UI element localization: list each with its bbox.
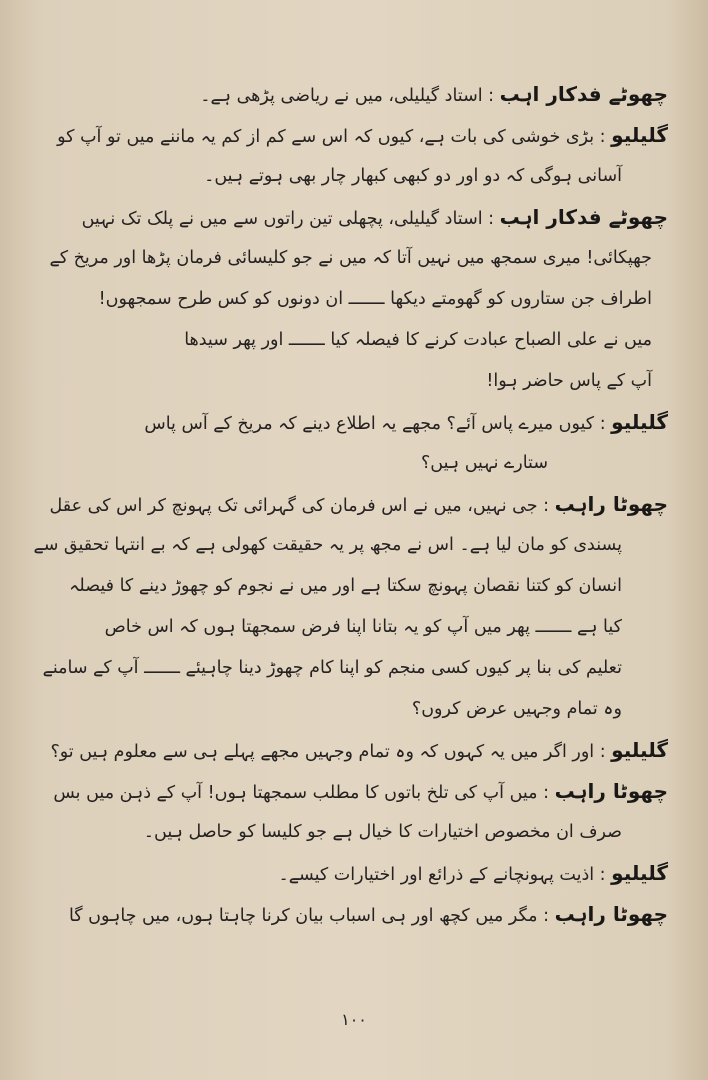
line-03 (30, 156, 668, 197)
line-text: تعلیم کی بنا پر کیوں کسی منجم کو اپنا کام چھوڑ دینا چاہیئے ـــــــ آپ کے سامنے (42, 658, 622, 678)
line-text: : اور اگر میں یہ کہوں کہ وہ تمام وجہیں مجھے پہلے ہی سے معلوم ہیں تو؟ (50, 742, 606, 762)
line-15 (30, 648, 668, 689)
line-text: صرف ان مخصوص اختیارات کا خیال ہے جو کلیسا کو حاصل ہیں۔ (143, 822, 622, 842)
line-text: : میں آپ کی تلخ باتوں کا مطلب سمجھتا ہوں! آپ کے ذہن میں بس (53, 783, 550, 803)
line-08 (30, 361, 668, 402)
line-text: اطراف جن ستاروں کو گھومتے دیکھا ـــــــ ان دونوں کو کس طرح سمجھوں! (98, 289, 652, 309)
line-text: آسانی ہوگی کہ دو اور دو کبھی کبھار چار بھی ہوتے ہیں۔ (204, 166, 622, 186)
speaker-galileo: گلیلیو (611, 738, 668, 762)
line-text: : استاد گیلیلی، پچھلی تین راتوں سے میں نے پلک تک نہیں (81, 209, 495, 229)
line-text: : اذیت پہونچانے کے ذرائع اور اختیارات کیسے۔ (278, 865, 606, 885)
line-text: : جی نہیں، میں نے اس فرمان کی گہرائی تک پہونچ کر اس کی عقل (49, 496, 550, 516)
line-17 (30, 730, 668, 771)
speaker-galileo: گلیلیو (611, 410, 668, 434)
line-text: : کیوں میرے پاس آئے؟ مجھے یہ اطلاع دینے کہ مریخ کے آس پاس (144, 414, 606, 434)
line-14 (30, 607, 668, 648)
line-10 (30, 443, 668, 484)
line-text: وہ تمام وجہیں عرض کروں؟ (411, 699, 622, 719)
speaker-little-monk: چھوٹا راہب (554, 779, 668, 803)
line-18 (30, 771, 668, 812)
line-text: جھپکائی! میری سمجھ میں نہیں آتا کہ میں نے جو کلیسائی فرمان پڑھا اور مریخ کے (49, 248, 652, 268)
line-text: پسندی کو مان لیا ہے۔ اس نے مجھ پر یہ حقیقت کھولی ہے کہ بے انتہا تحقیق سے (33, 535, 622, 555)
line-text: آپ کے پاس حاضر ہوا! (486, 371, 652, 391)
line-07 (30, 320, 668, 361)
line-02 (30, 115, 668, 156)
line-text: : مگر میں کچھ اور ہی اسباب بیان کرنا چاہتا ہوں، میں چاہوں گا (68, 906, 550, 926)
line-12 (30, 525, 668, 566)
line-05 (30, 238, 668, 279)
speaker-young-monk: چھوٹے فدکار اہب (499, 205, 668, 229)
speaker-little-monk: چھوٹا راہب (554, 902, 668, 926)
line-01 (30, 74, 668, 115)
line-text: کیا ہے ـــــــ پھر میں آپ کو یہ بتانا اپنا فرض سمجھتا ہوں کہ اس خاص (104, 617, 622, 637)
page-number: ۱۰۰ (341, 1010, 367, 1029)
speaker-galileo: گلیلیو (611, 861, 668, 885)
line-19 (30, 812, 668, 853)
line-text: انسان کو کتنا نقصان پہونچ سکتا ہے اور میں نے نجوم کو چھوڑ دینے کا فیصلہ (69, 576, 622, 596)
line-text: : بڑی خوشی کی بات ہے، کیوں کہ اس سے کم از کم یہ ماننے میں تو آپ کو (57, 127, 606, 147)
line-04 (30, 197, 668, 238)
line-text: میں نے علی الصباح عبادت کرنے کا فیصلہ کیا ـــــــ اور پھر سیدھا (184, 330, 652, 350)
line-text: : استاد گیلیلی، میں نے ریاضی پڑھی ہے۔ (200, 86, 495, 106)
speaker-galileo: گلیلیو (611, 123, 668, 147)
speaker-little-monk: چھوٹا راہب (554, 492, 668, 516)
line-16 (30, 689, 668, 730)
dialogue-text (30, 74, 668, 935)
line-09 (30, 402, 668, 443)
line-11 (30, 484, 668, 525)
line-21 (30, 894, 668, 935)
line-text: ستارے نہیں ہیں؟ (421, 453, 548, 473)
speaker-young-monk: چھوٹے فدکار اہب (499, 82, 668, 106)
line-13 (30, 566, 668, 607)
line-06 (30, 279, 668, 320)
line-20 (30, 853, 668, 894)
